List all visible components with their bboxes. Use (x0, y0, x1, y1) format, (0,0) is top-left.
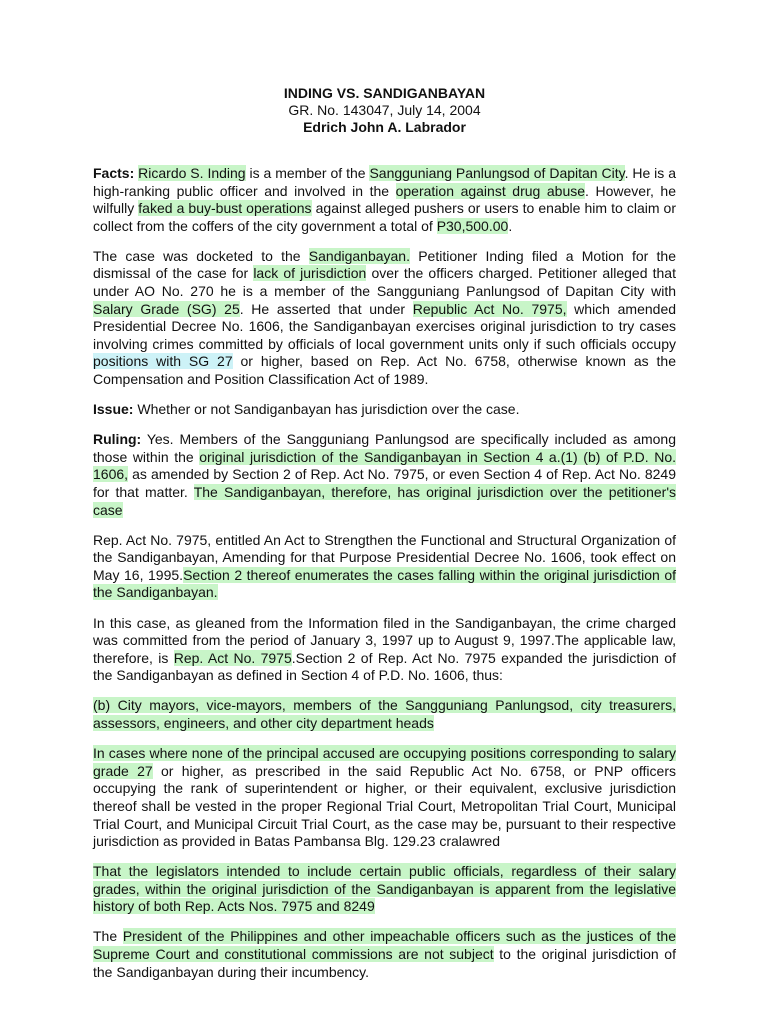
highlighted-text: President of the Philippines and other impeachable officers such as the justices of the Supreme Court and constitutional commissions are not subject (93, 928, 676, 963)
paragraph (93, 745, 676, 851)
paragraph (93, 165, 676, 235)
text-run: or higher, as prescribed in the said Republic Act No. 6758, or PNP officers occupying the rank of superintendent or higher, or their equivalent, exclusive jurisdiction thereof shall be vested in the proper Regional Trial Court, Metropolitan Trial Court, Municipal Trial Court, and Municipal Circuit Trial Court, as the case may be, pursuant to their respective jurisdiction as provided in Batas Pambansa Blg. 129.23 cralawred (93, 762, 676, 850)
text-run: which amended Presidential Decree No. 1606, the Sandiganbayan exercises original jurisdiction to try cases involving crimes committed by officials of local government units only if such officials occupy (93, 300, 677, 352)
section-label: Issue: (93, 401, 134, 418)
paragraph (93, 248, 676, 389)
paragraph (93, 615, 676, 685)
text-run: Petitioner Inding filed a Motion for the dismissal of the case for (93, 247, 676, 282)
highlighted-text-blue: positions with SG 27 (93, 353, 233, 370)
highlighted-text: The Sandiganbayan, therefore, has original jurisdiction over the petitioner's case (93, 484, 676, 518)
text-run: Yes. Members of the Sangguniang Panlungsod are specifically included as among those within the (93, 431, 676, 465)
text-run: . (508, 217, 513, 234)
highlighted-text: Republic Act No. 7975, (412, 300, 567, 317)
highlighted-text: Rep. Act No. 7975 (173, 649, 292, 666)
text-run: . He asserted that under (239, 300, 413, 317)
case-header (93, 85, 676, 136)
highlighted-text: original jurisdiction of the Sandiganbayan in Section 4 a.(1) (b) of P.D. No. 1606, (93, 448, 677, 483)
paragraph (93, 401, 676, 419)
text-run: is a member of the (245, 165, 370, 181)
author-name: Edrich John A. Labrador (303, 119, 466, 135)
paragraph (93, 697, 676, 732)
text-run: In this case, as gleaned from the Information filed in the Sandiganbayan, the crime charged was committed from the period of January 3, 1997 up to August 9, 1997.The applicable law, therefore, is (93, 614, 676, 666)
highlighted-text: In cases where none of the principal accused are occupying positions corresponding to salary grade 27 (93, 745, 676, 779)
text-run: . However, he wilfully (93, 182, 677, 217)
highlighted-text: (b) City mayors, vice-mayors, members of the Sangguniang Panlungsod, city treasurers, assessors, engineers, and other city department heads (93, 697, 676, 732)
case-citation: GR. No. 143047, July 14, 2004 (288, 102, 481, 118)
section-label: Ruling: (93, 431, 142, 448)
paragraph (93, 532, 676, 602)
highlighted-text: operation against drug abuse (395, 182, 586, 199)
text-run: Rep. Act No. 7975, entitled An Act to Strengthen the Functional and Structural Organization of the Sandiganbayan, Amending for that Purpose Presidential Decree No. 1606, took effect on May 16, 1995. (93, 531, 676, 583)
highlighted-text: Sangguniang Panlungsod of Dapitan City (369, 165, 625, 181)
section-label: Facts: (93, 165, 135, 181)
highlighted-text: P30,500.00 (436, 217, 509, 234)
text-run: against alleged pushers or users to enable him to claim or collect from the coffers of the city government a total of (93, 200, 677, 234)
text-run: The case was docketed to the (93, 247, 309, 264)
highlighted-text: That the legislators intended to include certain public officials, regardless of their salary grades, within the original jurisdiction of the Sandiganbayan is apparent from the legislative history of both Rep. Acts Nos. 7975 and 8249 (93, 863, 676, 915)
paragraph (93, 928, 676, 981)
highlighted-text: faked a buy-bust operations (138, 200, 312, 217)
text-run: . He is a high-ranking public officer and involved in the (93, 165, 676, 199)
paragraph (93, 431, 676, 519)
highlighted-text: lack of jurisdiction (253, 265, 367, 282)
text-run: or higher, based on Rep. Act No. 6758, otherwise known as the Compensation and Position Classification Act of 1989. (93, 353, 676, 388)
highlighted-text: Salary Grade (SG) 25 (93, 300, 240, 317)
text-run: as amended by Section 2 of Rep. Act No. 7975, or even Section 4 of Rep. Act No. 8249 for that matter. (93, 466, 676, 500)
highlighted-text: Sandiganbayan. (308, 247, 410, 264)
paragraph (93, 863, 676, 916)
text-run: Whether or not Sandiganbayan has jurisdiction over the case. (133, 401, 520, 418)
case-title: INDING VS. SANDIGANBAYAN (283, 85, 486, 101)
case-digest-body (93, 165, 676, 981)
text-run: over the officers charged. Petitioner alleged that under AO No. 270 he is a member of the Sangguniang Panlungsod of Dapitan City with (93, 265, 676, 300)
text-run: .Section 2 of Rep. Act No. 7975 expanded the jurisdiction of the Sandiganbayan as defined in Section 4 of P.D. No. 1606, thus: (93, 649, 676, 684)
text-run: to the original jurisdiction of the Sandiganbayan during their incumbency. (93, 946, 676, 980)
highlighted-text: Section 2 thereof enumerates the cases falling within the original jurisdiction of the Sandiganbayan. (93, 566, 676, 601)
text-run: The (93, 928, 123, 945)
highlighted-text: Ricardo S. Inding (138, 165, 246, 181)
